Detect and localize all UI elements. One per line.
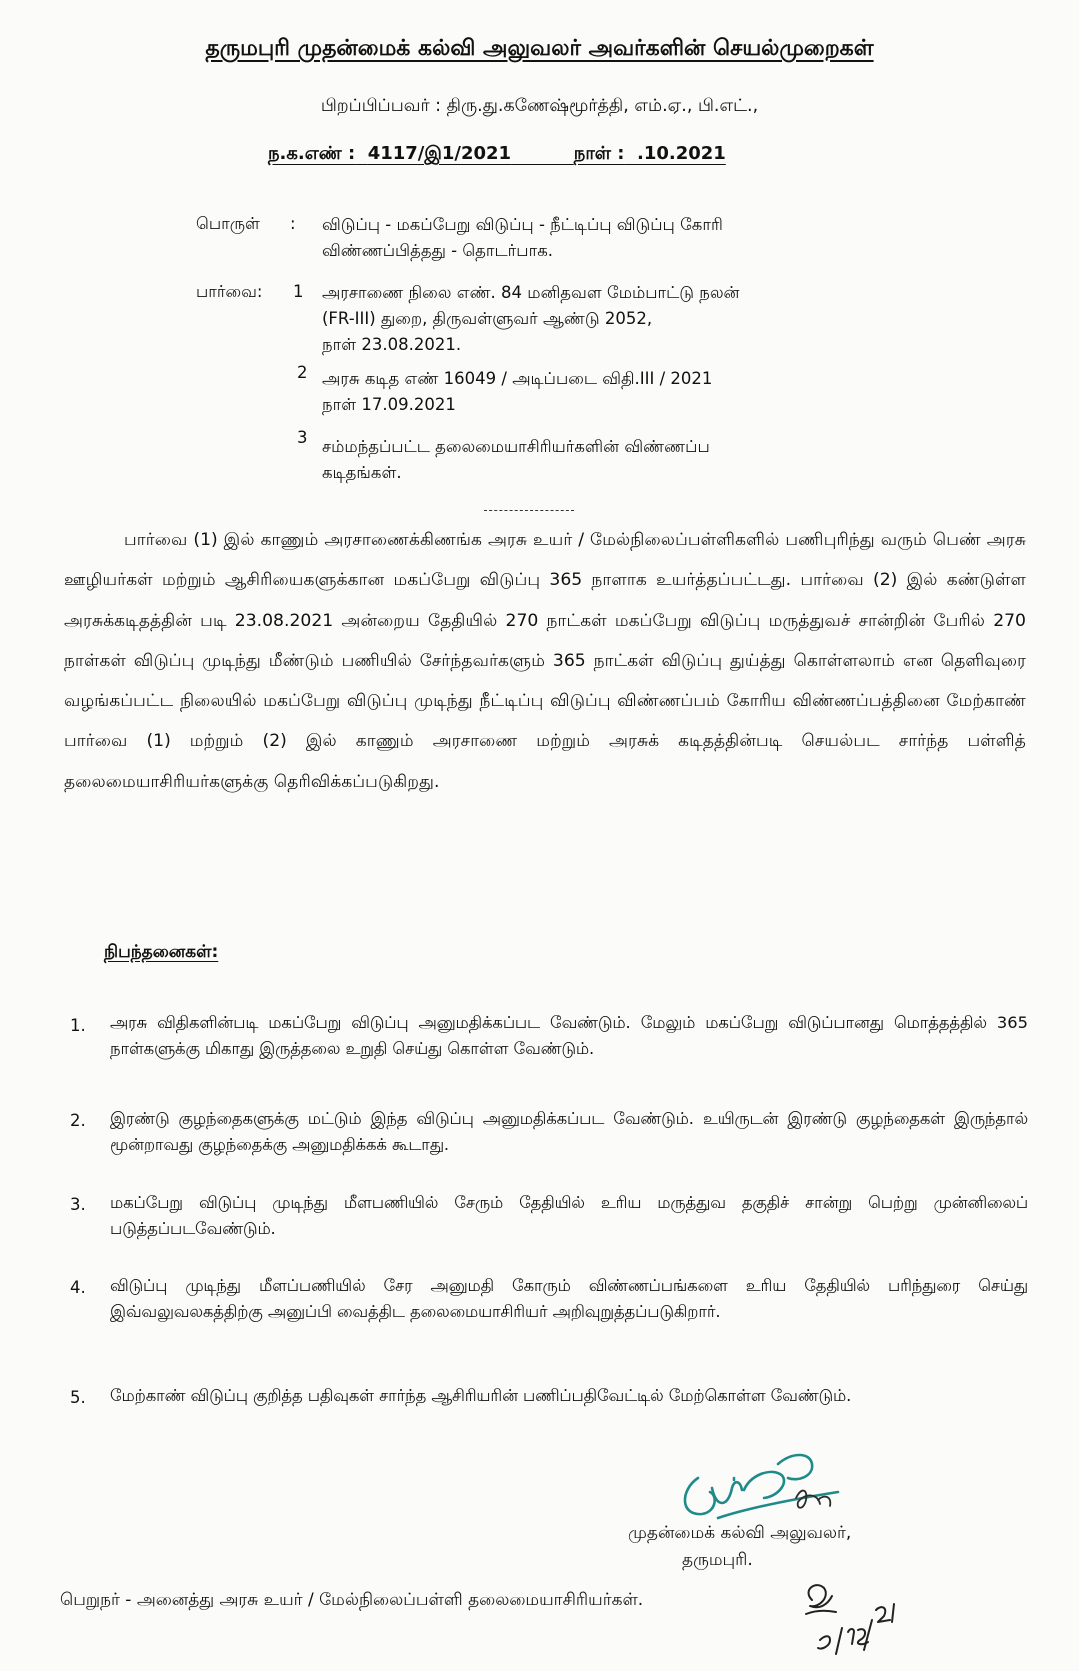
document-title: தருமபுரி முதன்மைக் கல்வி அலுவலர் அவர்களின் செயல்முறைகள் bbox=[205, 36, 874, 61]
condition-1-text: அரசு விதிகளின்படி மகப்பேறு விடுப்பு அனுமதிக்கப்பட வேண்டும். மேலும் மகப்பேறு விடுப்பானது மொத்தத்தில் 365 நாள்களுக்கு மிகாது இருத்தலை உறுதி செய்து கொள்ள வேண்டும். bbox=[110, 1013, 1028, 1058]
reference-2-line-1: அரசு கடித எண் 16049 / அடிப்படை விதி.III / 2021 bbox=[322, 369, 713, 388]
subject-line-1: விடுப்பு - மகப்பேறு விடுப்பு - நீட்டிப்பு விடுப்பு கோரி bbox=[322, 215, 723, 234]
reference-1-number: 1 bbox=[293, 282, 304, 301]
initial-and-date-handwritten bbox=[798, 1570, 908, 1660]
reference-line bbox=[268, 143, 726, 166]
condition-5-text: மேற்காண் விடுப்பு குறித்த பதிவுகள் சார்ந்த ஆசிரியரின் பணிப்பதிவேட்டில் மேற்கொள்ள வேண்டும். bbox=[110, 1386, 852, 1405]
condition-3-text: மகப்பேறு விடுப்பு முடிந்து மீளபணியில் சேரும் தேதியில் உரிய மருத்துவ தகுதிச் சான்று பெற்று முன்னிலைப் படுத்தப்படவேண்டும். bbox=[110, 1193, 1028, 1238]
subject-line-2: விண்ணப்பித்தது - தொடர்பாக. bbox=[322, 241, 553, 260]
section-divider bbox=[484, 510, 574, 511]
reference-3 bbox=[322, 434, 710, 486]
reference-1-line-2: (FR-III) துறை, திருவள்ளுவர் ஆண்டு 2052, bbox=[322, 309, 653, 328]
date-value: .10.2021 bbox=[636, 143, 726, 164]
condition-3-number: 3. bbox=[70, 1195, 86, 1214]
conditions-heading: நிபந்தனைகள்: bbox=[104, 942, 219, 962]
reference-2 bbox=[322, 366, 712, 418]
condition-2-number: 2. bbox=[70, 1111, 86, 1130]
condition-1-number: 1. bbox=[70, 1016, 86, 1035]
reference-3-number: 3 bbox=[297, 428, 308, 447]
condition-4-text: விடுப்பு முடிந்து மீளப்பணியில் சேர அனுமதி கோரும் விண்ணப்பங்களை உரிய தேதியில் பரிந்துரை செய்து இவ்வலுவலகத்திற்கு அனுப்பி வைத்திட தலைமையாசிரியர் அறிவுறுத்தப்படுகிறார். bbox=[110, 1276, 1028, 1321]
signatory-block bbox=[628, 1520, 851, 1574]
reference-2-number: 2 bbox=[297, 363, 308, 382]
reference-2-line-2: நாள் 17.09.2021 bbox=[322, 395, 456, 414]
subject-colon: : bbox=[290, 214, 296, 233]
subject-text bbox=[322, 212, 723, 264]
signatory-designation: முதன்மைக் கல்வி அலுவலர், bbox=[628, 1523, 852, 1543]
date-label: நாள் : bbox=[573, 143, 625, 164]
reference-1-line-3: நாள் 23.08.2021. bbox=[322, 335, 462, 354]
reference-1 bbox=[322, 280, 740, 358]
signatory-place: தருமபுரி. bbox=[682, 1550, 753, 1570]
ref-number: 4117/இ1/2021 bbox=[367, 143, 512, 164]
ref-label: ந.க.எண் : bbox=[268, 143, 356, 164]
subject-label: பொருள் bbox=[196, 214, 260, 233]
references-label: பார்வை: bbox=[196, 282, 263, 301]
reference-1-line-1: அரசாணை நிலை எண். 84 மனிதவள மேம்பாட்டு நலன் bbox=[322, 283, 740, 302]
body-paragraph-text: பார்வை (1) இல் காணும் அரசாணைக்கிணங்க அரசு உயர் / மேல்நிலைப்பள்ளிகளில் பணிபுரிந்து வரும் பெண் அரசு ஊழியர்கள் மற்றும் ஆசிரியைகளுக்கான மகப்பேறு விடுப்பு 365 நாளாக உயர்த்தப்பட்டது. பார்வை (2) இல் கண்டுள்ள அரசுக்கடிதத்தின் படி 23.08.2021 அன்றைய தேதியில் 270 நாட்கள் மகப்பேறு விடுப்பு மருத்துவச் சான்றின் பேரில் 270 நாள்கள் விடுப்பு முடிந்து மீண்டும் பணியில் சேர்ந்தவர்களும் 365 நாட்கள் விடுப்பு துய்த்து கொள்ளலாம் என தெளிவுரை வழங்கப்பட்ட நிலையில் மகப்பேறு விடுப்பு முடிந்து நீட்டிப்பு விடுப்பு விண்ணப்பம் கோரிய விண்ணப்பத்தினை மேற்காண் பார்வை (1) மற்றும் (2) இல் காணும் அரசாணை மற்றும் அரசுக் கடிதத்தின்படி செயல்பட சார்ந்த பள்ளித் தலைமையாசிரியர்களுக்கு தெரிவிக்கப்படுகிறது. bbox=[64, 530, 1026, 792]
body-paragraph bbox=[64, 520, 1026, 802]
condition-2-text: இரண்டு குழந்தைகளுக்கு மட்டும் இந்த விடுப்பு அனுமதிக்கப்பட வேண்டும். உயிருடன் இரண்டு குழந்தைகள் இருந்தால் மூன்றாவது குழந்தைக்கு அனுமதிக்கக் கூடாது. bbox=[110, 1109, 1028, 1154]
condition-4-number: 4. bbox=[70, 1278, 86, 1297]
recipient-line: பெறுநர் - அனைத்து அரசு உயர் / மேல்நிலைப்பள்ளி தலைமையாசிரியர்கள். bbox=[60, 1590, 644, 1610]
condition-5-number: 5. bbox=[70, 1388, 86, 1407]
reference-3-line-2: கடிதங்கள். bbox=[322, 463, 402, 482]
issuer-line: பிறப்பிப்பவர் : திரு.து.கணேஷ்மூர்த்தி, எம்.ஏ., பி.எட்., bbox=[320, 96, 759, 116]
reference-3-line-1: சம்மந்தப்பட்ட தலைமையாசிரியர்களின் விண்ணப்ப bbox=[322, 437, 710, 456]
